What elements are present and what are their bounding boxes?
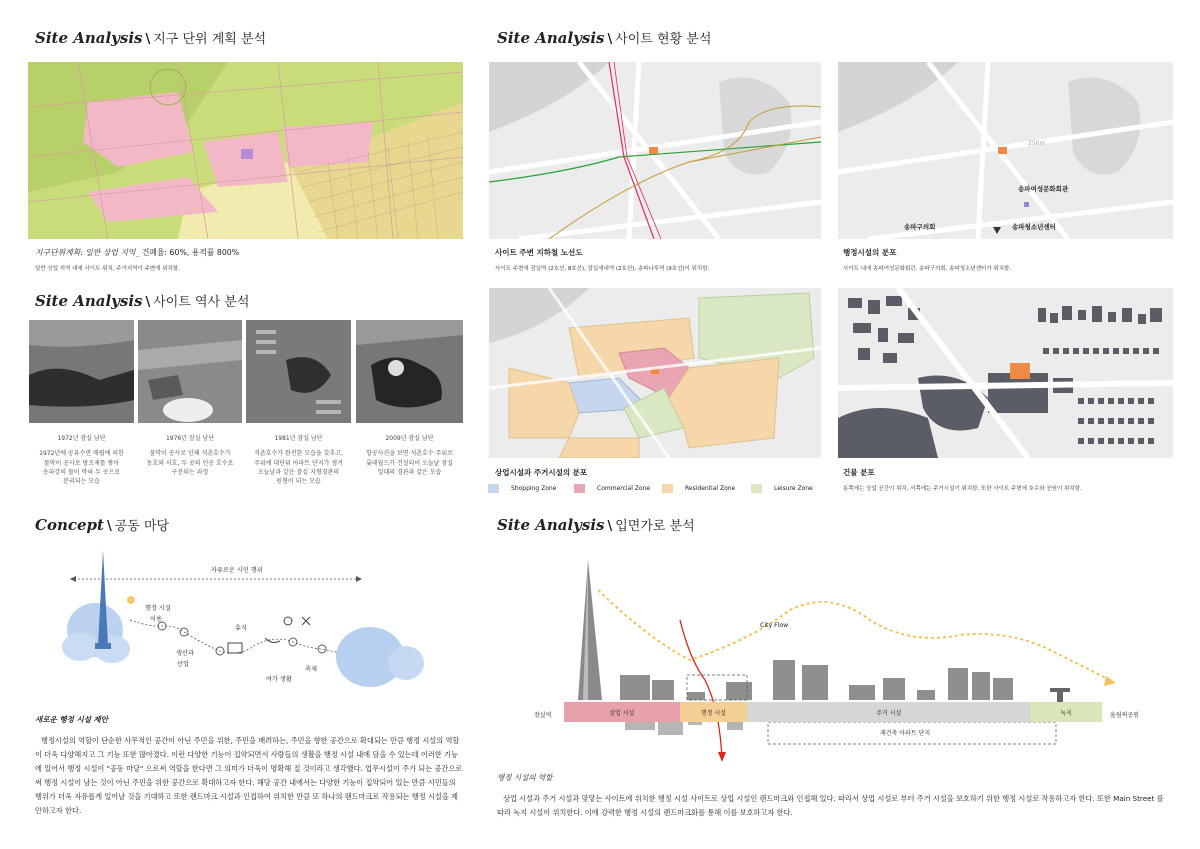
concept-label-admin2: 이용 [150, 616, 162, 623]
legend-shopping: Shopping Zone [488, 484, 556, 493]
proposal-title: 새로운 행정 시설 제안 [35, 715, 109, 724]
legend-swatch [488, 484, 499, 493]
section-title-concept: Concept \ 공동 마당 [35, 516, 170, 534]
concept-label-leisure: 여가 생활 [266, 676, 292, 683]
history-caption-2009: 2009년 잠실 남단 항공사진을 보면 석촌호수 주위로 롯데월드가 건설되어 오늘날 잠실 일대의 경관과 같은 모습 [366, 435, 453, 476]
admin-label-2: 송파청소년센터 [1012, 223, 1056, 231]
district-caption: 지구단위계획: 일반 상업 지역_ 건폐율: 60%, 용적률 800% [35, 248, 240, 257]
concept-diagram [40, 545, 440, 695]
district-plan-map [28, 62, 463, 239]
zone-bar-2: 주거 시설 [747, 702, 1030, 722]
legend-swatch [574, 484, 585, 493]
history-caption-1972: 1972년 잠실 남단 1972년에 공유수면 매립에 의한 물막이 공사로 방조제를 쌓아 송파강의 물이 막혀 두 곳으로 분리되는 모습 [39, 435, 124, 486]
concept-label-festival: 축제 [305, 666, 317, 673]
elevation-body: 상업 시설과 주거 시설과 맞닿는 사이트에 위치한 행정 시설 사이트로 상업 시설인 랜드마크와 인접해 있다. 따라서 상업 시설로 부터 주거 시설을 보호하기 위한 행정 시설로 작용하고자 한다. 또한 Main Street 를 따라 녹지 시설이 위치한다. 이에 강력한 행정 시설의 랜드마크화를 통해 이를 보호하고자 한다. [497, 794, 1164, 818]
legend-swatch [662, 484, 673, 493]
scale-label: 250m [1028, 140, 1046, 147]
legend-commercial: Commercial Zone [574, 484, 650, 493]
concept-label-prod2: 산업 [177, 661, 189, 668]
history-photo-1972 [29, 320, 134, 423]
admin-sub: 사이트 내에 송파여성문화회관, 송파구의회, 송파청소년센터가 위치함. [843, 266, 1012, 272]
zone-title: 상업시설과 주거시설의 분포 [495, 468, 588, 477]
redevelopment-label: 재건축 아파트 단지 [880, 730, 931, 737]
concept-label-free: 자유로운 시민 행위 [211, 567, 263, 574]
buildings-title: 건물 분포 [843, 468, 875, 477]
left-end-label: 잠실역 [534, 712, 552, 719]
zone-bar-0: 상업 시설 [564, 702, 680, 722]
buildings-sub: 동쪽에는 상업 공간이 위치, 서쪽에는 주거시설이 위치함. 또한 사이트 주변에 호수와 공원이 위치함. [843, 486, 1082, 492]
concept-label-rest: 휴식 [235, 625, 247, 632]
section-title-elevation: Site Analysis \ 입면가로 분석 [497, 516, 695, 534]
zone-bar-strip [564, 702, 1102, 722]
section-title-current: Site Analysis \ 사이트 현황 분석 [497, 29, 712, 47]
role-title: 행정 시설의 역할 [497, 773, 553, 782]
legend-residential: Residential Zone [662, 484, 735, 493]
district-sub: 일반 상업 지역 내에 사이트 위치, 주거지역이 주변에 위치함. [35, 266, 180, 272]
admin-label-0: 송파여성문화회관 [1018, 185, 1069, 193]
history-caption-1976: 1976년 잠실 남단 물막이 공사로 인해 석촌호수가 동호와 서호, 두 곳의 인공 호수로 구분되는 과정 [146, 435, 234, 476]
admin-label-1: 송파구의회 [904, 223, 936, 231]
concept-label-prod1: 생산과 [176, 650, 194, 657]
subway-sub: 사이트 주변에 잠실역 (2호선, 8호선), 잠실새내역 (2호선), 송파나루역 (9호선)이 위치함. [495, 266, 710, 272]
zone-map [489, 288, 821, 458]
history-photo-1976 [138, 320, 242, 423]
section-title-district: Site Analysis \ 지구 단위 계획 분석 [35, 29, 267, 47]
elevation-diagram [490, 550, 1175, 765]
legend-swatch [751, 484, 762, 493]
admin-title: 행정시설의 분포 [843, 248, 897, 257]
history-photo-1981 [246, 320, 351, 423]
city-flow-label: City Flow [760, 622, 789, 629]
right-end-label: 올림픽공원 [1110, 712, 1139, 719]
admin-facility-map [838, 62, 1173, 239]
legend-leisure: Leisure Zone [751, 484, 813, 493]
concept-label-admin1: 행정 시설 [145, 605, 171, 612]
history-photo-2009 [356, 320, 463, 423]
subway-map [489, 62, 821, 239]
building-map [838, 288, 1173, 458]
concept-body: 행정시설의 역할이 단순한 사무적인 공간이 아닌 주민을 위한, 주민을 배려하는, 주민을 향한 공간으로 확대되는 만큼 행정 시설의 역할이 더욱 다양해지고 그 기능 또한 많아졌다. 이런 다양한 기능이 집약되면서 사람들의 생활을 행정 시설 내에 담을 수 있는데 이러한 기능에 있어서 행정 시설이 "공동 마당" 으로써 역할을 한다면 그 의미가 더욱이 명확해 질 것이라고 생각했다. 업무시설이 주가 되는 공간으로써 행정 시설이 남는 것이 아닌 주민을 위한 공간으로 확대하고자 한다. 해당 공간 내에서는 다양한 기능이 집약되어 있는 만큼 시민들의 행위가 더욱 자유롭게 일어날 것을 기대하고 또한 랜드마크 시설과 인접하여 위치한 만큼 또 하나의 랜드마크로 작용되는 행정 시설을 제안하고자 한다. [35, 736, 463, 816]
history-caption-1981: 1981년 잠실 남단 석촌호수가 완전한 모습을 갖추고, 주위에 대단위 아파트 단지가 생겨 오늘날과 같은 잠실 지형경관의 원형이 되는 모습 [254, 435, 343, 486]
zone-bar-1: 행정 시설 [680, 702, 748, 722]
subway-title: 사이트 주변 지하철 노선도 [495, 248, 583, 257]
section-title-history: Site Analysis \ 사이트 역사 분석 [35, 292, 250, 310]
zone-bar-3: 녹지 [1030, 702, 1102, 722]
